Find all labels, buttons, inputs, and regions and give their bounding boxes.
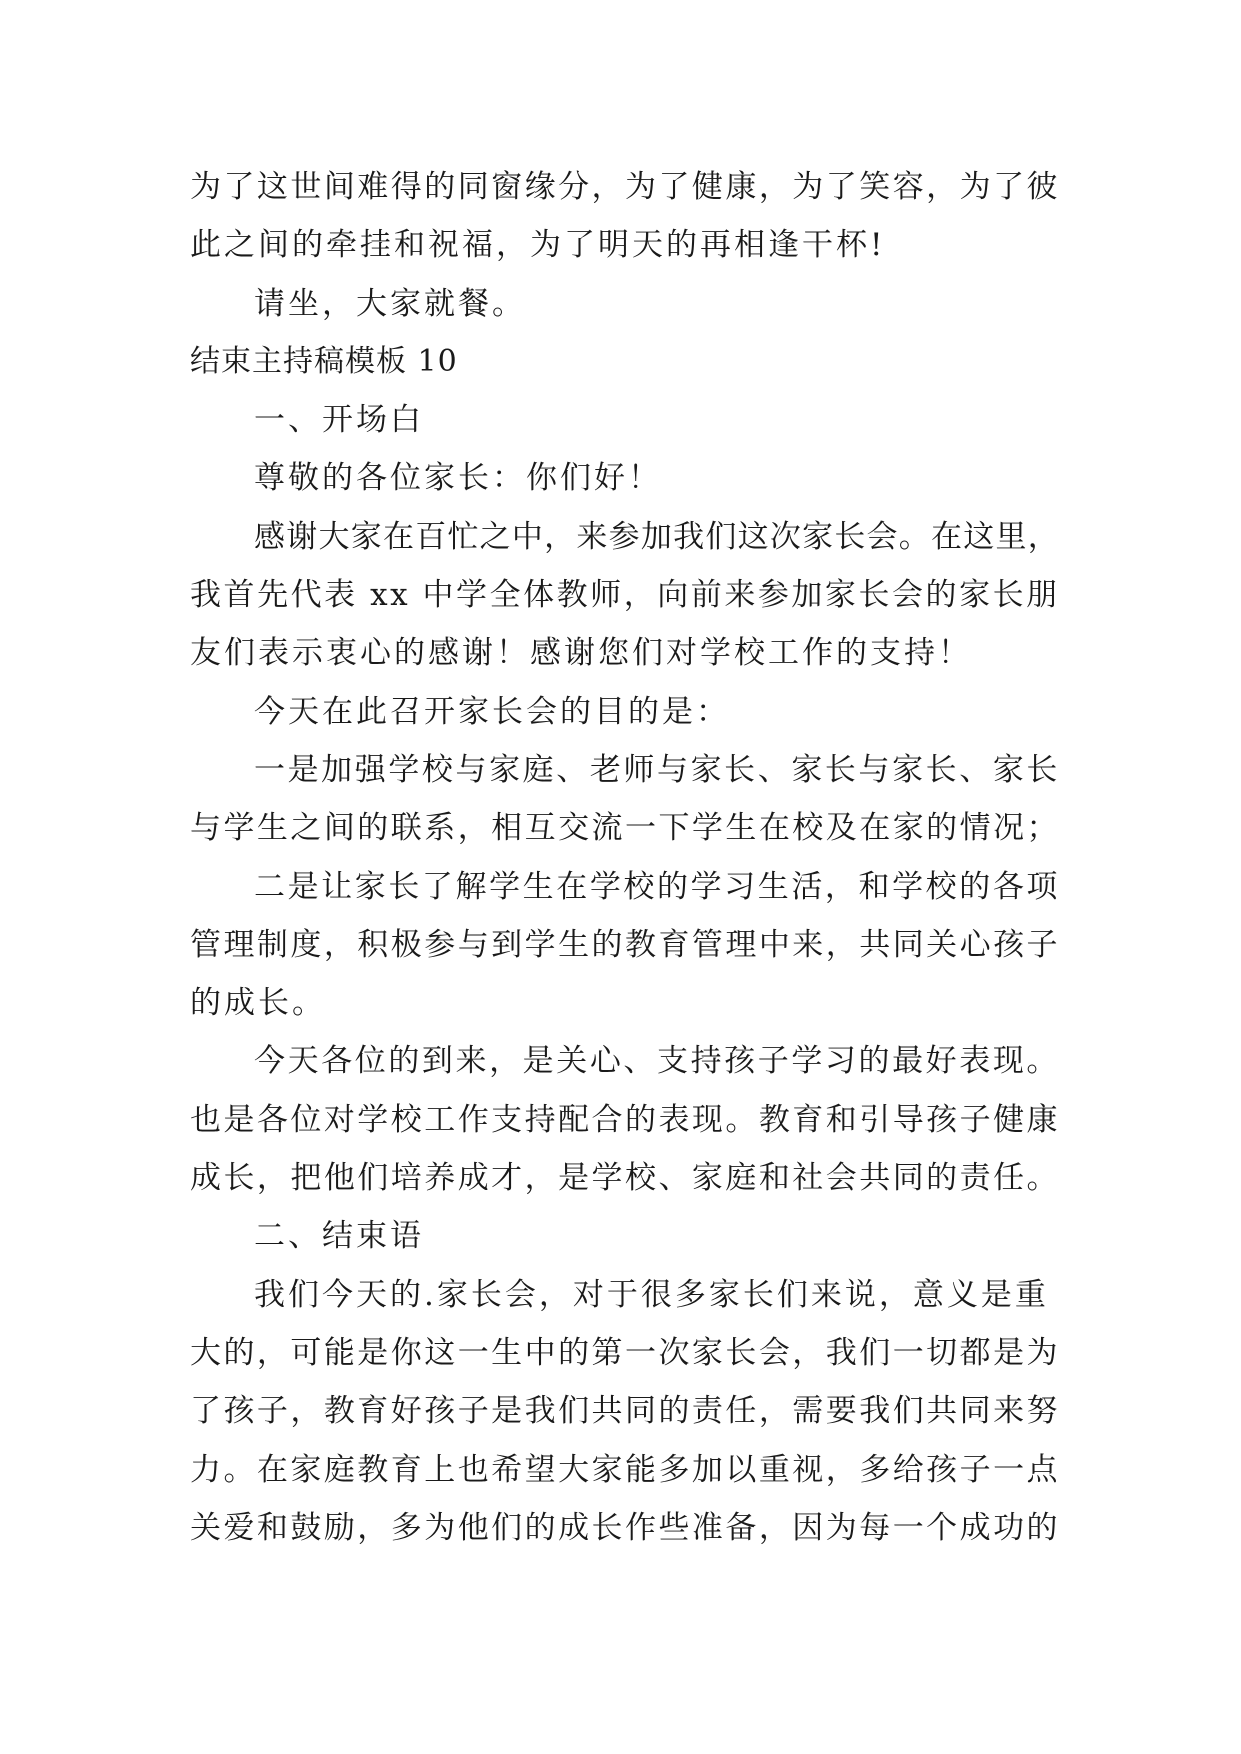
text-line: 了孩子，教育好孩子是我们共同的责任，需要我们共同来努 xyxy=(190,1393,1060,1430)
text-line: 二是让家长了解学生在学校的学习生活，和学校的各项 xyxy=(254,868,1060,905)
text-line: 一是加强学校与家庭、老师与家长、家长与家长、家长 xyxy=(254,751,1060,788)
text-line: 管理制度，积极参与到学生的教育管理中来，共同关心孩子 xyxy=(190,926,1060,963)
text-line: 我首先代表 xx 中学全体教师，向前来参加家长会的家长朋 xyxy=(190,577,1060,614)
text-line: 请坐，大家就餐。 xyxy=(254,285,526,322)
text-line: 今天在此召开家长会的目的是： xyxy=(254,693,730,730)
text-line: 大的，可能是你这一生中的第一次家长会，我们一切都是为 xyxy=(190,1334,1060,1371)
text-line: 今天各位的到来，是关心、支持孩子学习的最好表现。 xyxy=(254,1043,1060,1080)
text-line: 关爱和鼓励，多为他们的成长作些准备，因为每一个成功的 xyxy=(190,1509,1060,1546)
subheading: 一、开场白 xyxy=(254,402,424,439)
section-heading: 结束主持稿模板 10 xyxy=(190,343,458,379)
document-body xyxy=(190,158,1070,1557)
text-line: 我们今天的.家长会，对于很多家长们来说，意义是重 xyxy=(254,1276,1049,1313)
text-line: 成长，把他们培养成才，是学校、家庭和社会共同的责任。 xyxy=(190,1160,1060,1197)
text-line: 力。在家庭教育上也希望大家能多加以重视，多给孩子一点 xyxy=(190,1451,1060,1488)
text-line: 为了这世间难得的同窗缘分，为了健康，为了笑容，为了彼 xyxy=(190,169,1060,205)
text-line: 也是各位对学校工作支持配合的表现。教育和引导孩子健康 xyxy=(190,1101,1060,1138)
text-line: 的成长。 xyxy=(190,985,326,1022)
text-line: 感谢大家在百忙之中，来参加我们这次家长会。在这里， xyxy=(254,518,1060,555)
text-line: 友们表示衷心的感谢！感谢您们对学校工作的支持！ xyxy=(190,635,972,672)
text-line: 此之间的牵挂和祝福，为了明天的再相逢干杯! xyxy=(190,227,886,264)
text-line: 尊敬的各位家长：你们好！ xyxy=(254,460,662,497)
subheading: 二、结束语 xyxy=(254,1218,424,1255)
text-line: 与学生之间的联系，相互交流一下学生在校及在家的情况； xyxy=(190,810,1060,847)
